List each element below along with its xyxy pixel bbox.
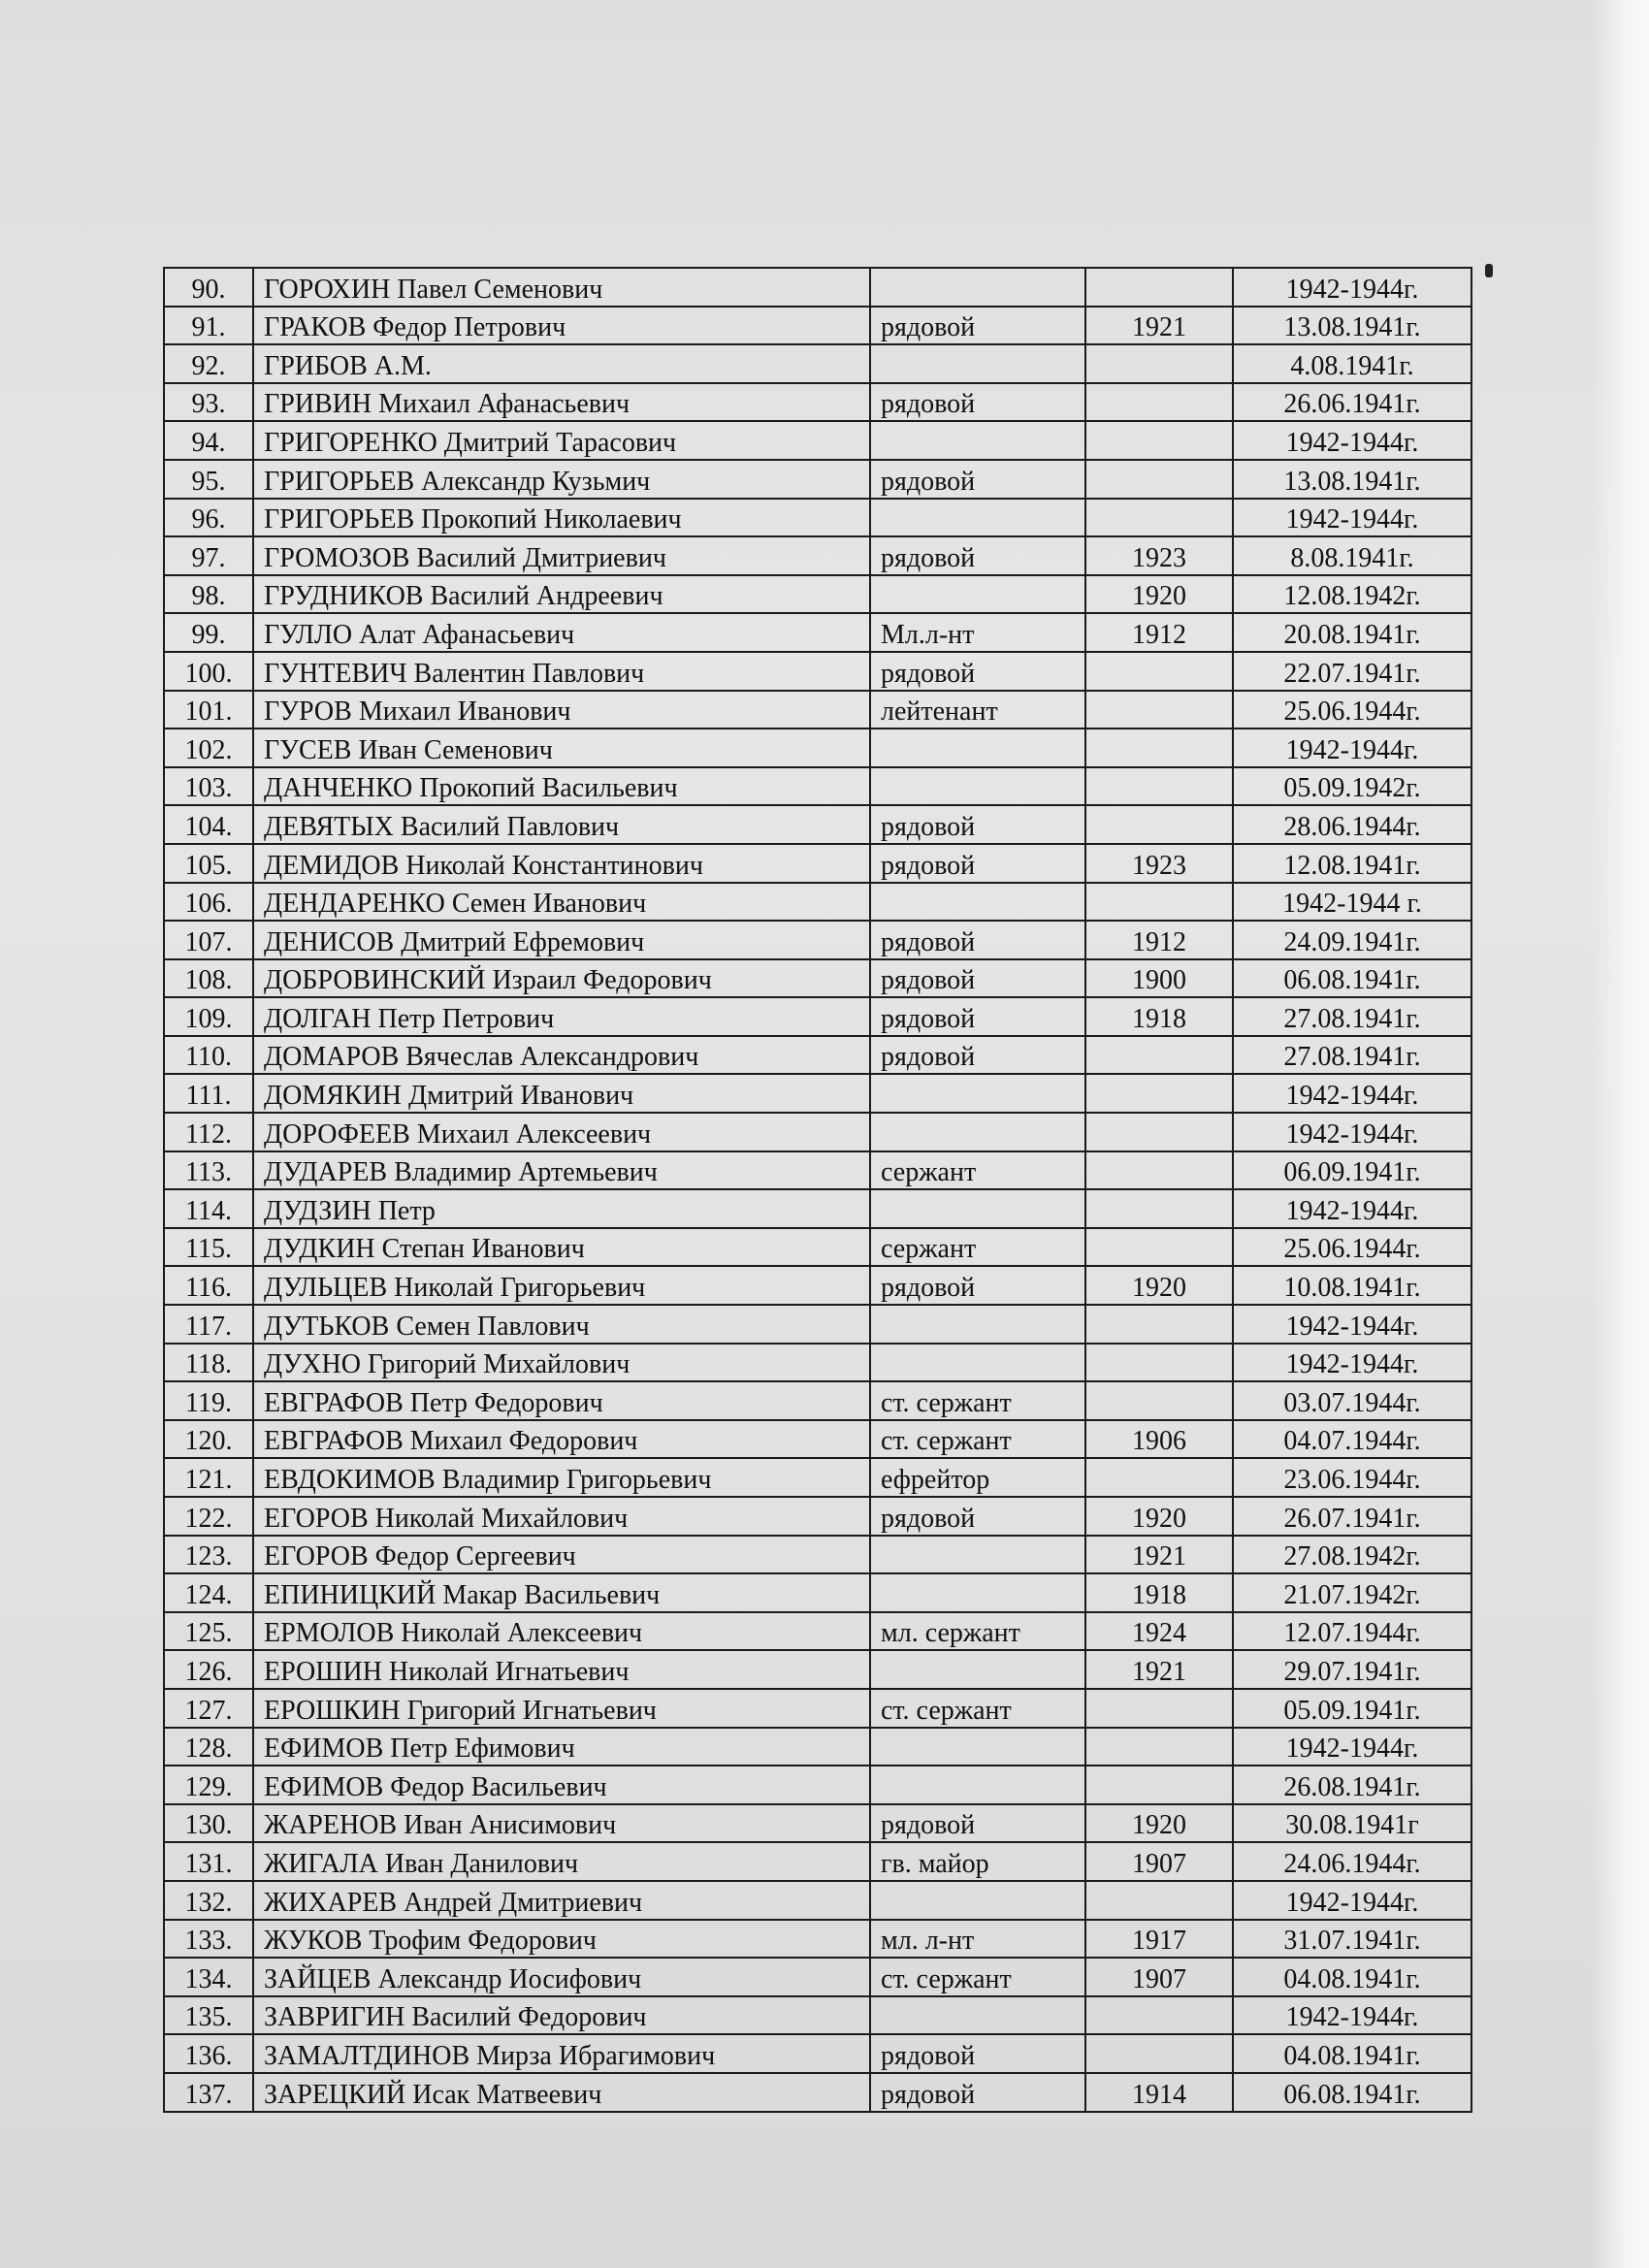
death-date-cell: 1942-1944г. — [1233, 268, 1471, 307]
birth-year-cell: 1920 — [1085, 1497, 1233, 1536]
death-date-cell: 25.06.1944г. — [1233, 1228, 1471, 1267]
row-number-cell: 92. — [164, 344, 253, 383]
military-rank-cell — [870, 1766, 1085, 1804]
military-rank-cell — [870, 499, 1085, 537]
military-rank-cell — [870, 1074, 1085, 1113]
birth-year-cell — [1085, 883, 1233, 922]
death-date-cell: 05.09.1942г. — [1233, 767, 1471, 806]
birth-year-cell — [1085, 344, 1233, 383]
row-number-cell: 100. — [164, 652, 253, 691]
table-row — [164, 613, 1471, 652]
military-rank-cell: Мл.л-нт — [870, 613, 1085, 652]
table-row — [164, 883, 1471, 922]
birth-year-cell: 1924 — [1085, 1612, 1233, 1651]
table-row — [164, 959, 1471, 998]
birth-year-cell: 1914 — [1085, 2073, 1233, 2112]
military-rank-cell — [870, 1881, 1085, 1920]
ink-speck — [1485, 264, 1493, 277]
full-name-cell: ЖИХАРЕВ Андрей Дмитриевич — [253, 1881, 870, 1920]
table-row — [164, 691, 1471, 729]
full-name-cell: ЕВГРАФОВ Михаил Федорович — [253, 1420, 870, 1459]
death-date-cell: 8.08.1941г. — [1233, 536, 1471, 575]
death-date-cell: 1942-1944г. — [1233, 1344, 1471, 1382]
table-row — [164, 729, 1471, 767]
memorial-register-table — [163, 267, 1472, 2113]
death-date-cell: 1942-1944г. — [1233, 729, 1471, 767]
table-row — [164, 421, 1471, 460]
military-rank-cell: сержант — [870, 1228, 1085, 1267]
row-number-cell: 131. — [164, 1842, 253, 1881]
full-name-cell: ЕРОШИН Николай Игнатьевич — [253, 1650, 870, 1689]
birth-year-cell — [1085, 1766, 1233, 1804]
row-number-cell: 116. — [164, 1266, 253, 1305]
row-number-cell: 129. — [164, 1766, 253, 1804]
table-row — [164, 1573, 1471, 1612]
full-name-cell: ДОЛГАН Петр Петрович — [253, 997, 870, 1036]
full-name-cell: ДЕНИСОВ Дмитрий Ефремович — [253, 921, 870, 959]
birth-year-cell: 1923 — [1085, 536, 1233, 575]
row-number-cell: 130. — [164, 1804, 253, 1843]
military-rank-cell — [870, 421, 1085, 460]
death-date-cell: 29.07.1941г. — [1233, 1650, 1471, 1689]
row-number-cell: 94. — [164, 421, 253, 460]
table-row — [164, 1074, 1471, 1113]
military-rank-cell — [870, 344, 1085, 383]
death-date-cell: 1942-1944г. — [1233, 1881, 1471, 1920]
death-date-cell: 05.09.1941г. — [1233, 1689, 1471, 1728]
full-name-cell: ЕФИМОВ Петр Ефимович — [253, 1728, 870, 1766]
death-date-cell: 13.08.1941г. — [1233, 307, 1471, 345]
birth-year-cell: 1921 — [1085, 1650, 1233, 1689]
military-rank-cell — [870, 729, 1085, 767]
table-row — [164, 844, 1471, 883]
military-rank-cell: рядовой — [870, 383, 1085, 422]
birth-year-cell — [1085, 1381, 1233, 1420]
death-date-cell: 26.06.1941г. — [1233, 383, 1471, 422]
table-row — [164, 268, 1471, 307]
military-rank-cell — [870, 1650, 1085, 1689]
full-name-cell: ГРИБОВ А.М. — [253, 344, 870, 383]
full-name-cell: ЗАРЕЦКИЙ Исак Матвеевич — [253, 2073, 870, 2112]
row-number-cell: 133. — [164, 1920, 253, 1959]
table-row — [164, 1420, 1471, 1459]
military-rank-cell — [870, 1305, 1085, 1344]
row-number-cell: 113. — [164, 1151, 253, 1190]
table-row — [164, 1881, 1471, 1920]
death-date-cell: 04.08.1941г. — [1233, 2034, 1471, 2073]
table-row — [164, 1228, 1471, 1267]
death-date-cell: 06.09.1941г. — [1233, 1151, 1471, 1190]
row-number-cell: 126. — [164, 1650, 253, 1689]
full-name-cell: ДОМЯКИН Дмитрий Иванович — [253, 1074, 870, 1113]
row-number-cell: 136. — [164, 2034, 253, 2073]
full-name-cell: ЖАРЕНОВ Иван Анисимович — [253, 1804, 870, 1843]
birth-year-cell: 1920 — [1085, 1804, 1233, 1843]
row-number-cell: 137. — [164, 2073, 253, 2112]
birth-year-cell — [1085, 729, 1233, 767]
birth-year-cell — [1085, 460, 1233, 499]
table-row — [164, 1189, 1471, 1228]
military-rank-cell: рядовой — [870, 307, 1085, 345]
death-date-cell: 1942-1944г. — [1233, 1189, 1471, 1228]
military-rank-cell: рядовой — [870, 652, 1085, 691]
death-date-cell: 1942-1944г. — [1233, 1305, 1471, 1344]
birth-year-cell — [1085, 1113, 1233, 1151]
birth-year-cell: 1923 — [1085, 844, 1233, 883]
death-date-cell: 1942-1944г. — [1233, 1996, 1471, 2035]
death-date-cell: 26.08.1941г. — [1233, 1766, 1471, 1804]
birth-year-cell — [1085, 1074, 1233, 1113]
death-date-cell: 25.06.1944г. — [1233, 691, 1471, 729]
table-row — [164, 1766, 1471, 1804]
full-name-cell: ДАНЧЕНКО Прокопий Васильевич — [253, 767, 870, 806]
death-date-cell: 30.08.1941г — [1233, 1804, 1471, 1843]
full-name-cell: ДЕВЯТЫХ Василий Павлович — [253, 805, 870, 844]
full-name-cell: ЕГОРОВ Николай Михайлович — [253, 1497, 870, 1536]
table-row — [164, 652, 1471, 691]
table-row — [164, 1728, 1471, 1766]
military-rank-cell: рядовой — [870, 460, 1085, 499]
row-number-cell: 98. — [164, 575, 253, 614]
table-row — [164, 1842, 1471, 1881]
military-rank-cell: рядовой — [870, 805, 1085, 844]
full-name-cell: ЕРМОЛОВ Николай Алексеевич — [253, 1612, 870, 1651]
birth-year-cell: 1907 — [1085, 1842, 1233, 1881]
death-date-cell: 20.08.1941г. — [1233, 613, 1471, 652]
table-row — [164, 2034, 1471, 2073]
full-name-cell: ГРИВИН Михаил Афанасьевич — [253, 383, 870, 422]
row-number-cell: 124. — [164, 1573, 253, 1612]
row-number-cell: 104. — [164, 805, 253, 844]
table-row — [164, 921, 1471, 959]
death-date-cell: 12.08.1941г. — [1233, 844, 1471, 883]
full-name-cell: ЕФИМОВ Федор Васильевич — [253, 1766, 870, 1804]
military-rank-cell: рядовой — [870, 1804, 1085, 1843]
military-rank-cell — [870, 268, 1085, 307]
birth-year-cell: 1917 — [1085, 1920, 1233, 1959]
full-name-cell: ЖИГАЛА Иван Данилович — [253, 1842, 870, 1881]
row-number-cell: 97. — [164, 536, 253, 575]
table-row — [164, 499, 1471, 537]
full-name-cell: ГУЛЛО Алат Афанасьевич — [253, 613, 870, 652]
military-rank-cell: рядовой — [870, 959, 1085, 998]
birth-year-cell — [1085, 499, 1233, 537]
row-number-cell: 135. — [164, 1996, 253, 2035]
death-date-cell: 24.06.1944г. — [1233, 1842, 1471, 1881]
full-name-cell: ДУДКИН Степан Иванович — [253, 1228, 870, 1267]
full-name-cell: ЕГОРОВ Федор Сергеевич — [253, 1536, 870, 1574]
military-rank-cell: рядовой — [870, 997, 1085, 1036]
full-name-cell: ДОРОФЕЕВ Михаил Алексеевич — [253, 1113, 870, 1151]
table-row — [164, 767, 1471, 806]
military-rank-cell: сержант — [870, 1151, 1085, 1190]
row-number-cell: 121. — [164, 1458, 253, 1497]
birth-year-cell — [1085, 1344, 1233, 1382]
birth-year-cell — [1085, 1305, 1233, 1344]
death-date-cell: 1942-1944 г. — [1233, 883, 1471, 922]
row-number-cell: 103. — [164, 767, 253, 806]
table-row — [164, 1305, 1471, 1344]
death-date-cell: 21.07.1942г. — [1233, 1573, 1471, 1612]
full-name-cell: ДОБРОВИНСКИЙ Израил Федорович — [253, 959, 870, 998]
death-date-cell: 1942-1944г. — [1233, 421, 1471, 460]
row-number-cell: 109. — [164, 997, 253, 1036]
row-number-cell: 91. — [164, 307, 253, 345]
full-name-cell: ЖУКОВ Трофим Федорович — [253, 1920, 870, 1959]
full-name-cell: ГУНТЕВИЧ Валентин Павлович — [253, 652, 870, 691]
birth-year-cell — [1085, 421, 1233, 460]
full-name-cell: ЕВДОКИМОВ Владимир Григорьевич — [253, 1458, 870, 1497]
row-number-cell: 105. — [164, 844, 253, 883]
table-row — [164, 1958, 1471, 1996]
full-name-cell: ДЕНДАРЕНКО Семен Иванович — [253, 883, 870, 922]
row-number-cell: 119. — [164, 1381, 253, 1420]
birth-year-cell — [1085, 767, 1233, 806]
birth-year-cell — [1085, 1458, 1233, 1497]
row-number-cell: 90. — [164, 268, 253, 307]
birth-year-cell — [1085, 2034, 1233, 2073]
military-rank-cell — [870, 1573, 1085, 1612]
table-row — [164, 383, 1471, 422]
table-row — [164, 1266, 1471, 1305]
death-date-cell: 10.08.1941г. — [1233, 1266, 1471, 1305]
full-name-cell: ГУРОВ Михаил Иванович — [253, 691, 870, 729]
death-date-cell: 06.08.1941г. — [1233, 959, 1471, 998]
table-row — [164, 1996, 1471, 2035]
birth-year-cell: 1920 — [1085, 1266, 1233, 1305]
military-rank-cell: ст. сержант — [870, 1689, 1085, 1728]
death-date-cell: 28.06.1944г. — [1233, 805, 1471, 844]
full-name-cell: ДОМАРОВ Вячеслав Александрович — [253, 1036, 870, 1075]
death-date-cell: 04.07.1944г. — [1233, 1420, 1471, 1459]
table-row — [164, 575, 1471, 614]
full-name-cell: ГРОМОЗОВ Василий Дмитриевич — [253, 536, 870, 575]
military-rank-cell — [870, 767, 1085, 806]
table-row — [164, 1497, 1471, 1536]
birth-year-cell — [1085, 268, 1233, 307]
military-rank-cell — [870, 883, 1085, 922]
row-number-cell: 106. — [164, 883, 253, 922]
table-row — [164, 805, 1471, 844]
birth-year-cell — [1085, 1728, 1233, 1766]
scan-edge — [1591, 0, 1649, 2268]
military-rank-cell — [870, 1113, 1085, 1151]
table-row — [164, 1344, 1471, 1382]
birth-year-cell — [1085, 691, 1233, 729]
table-row — [164, 344, 1471, 383]
death-date-cell: 31.07.1941г. — [1233, 1920, 1471, 1959]
death-date-cell: 1942-1944г. — [1233, 1728, 1471, 1766]
military-rank-cell: рядовой — [870, 844, 1085, 883]
death-date-cell: 27.08.1941г. — [1233, 1036, 1471, 1075]
row-number-cell: 118. — [164, 1344, 253, 1382]
death-date-cell: 04.08.1941г. — [1233, 1958, 1471, 1996]
death-date-cell: 24.09.1941г. — [1233, 921, 1471, 959]
birth-year-cell: 1912 — [1085, 613, 1233, 652]
full-name-cell: ЗАМАЛТДИНОВ Мирза Ибрагимович — [253, 2034, 870, 2073]
row-number-cell: 117. — [164, 1305, 253, 1344]
full-name-cell: ЕРОШКИН Григорий Игнатьевич — [253, 1689, 870, 1728]
row-number-cell: 120. — [164, 1420, 253, 1459]
military-rank-cell: ст. сержант — [870, 1420, 1085, 1459]
birth-year-cell — [1085, 1189, 1233, 1228]
table-row — [164, 460, 1471, 499]
row-number-cell: 95. — [164, 460, 253, 499]
military-rank-cell: рядовой — [870, 921, 1085, 959]
row-number-cell: 99. — [164, 613, 253, 652]
row-number-cell: 122. — [164, 1497, 253, 1536]
military-rank-cell — [870, 1996, 1085, 2035]
register-body — [164, 268, 1471, 2112]
birth-year-cell: 1921 — [1085, 1536, 1233, 1574]
full-name-cell: ДУТЬКОВ Семен Павлович — [253, 1305, 870, 1344]
row-number-cell: 107. — [164, 921, 253, 959]
row-number-cell: 102. — [164, 729, 253, 767]
full-name-cell: ГРИГОРЬЕВ Александр Кузьмич — [253, 460, 870, 499]
military-rank-cell: рядовой — [870, 1266, 1085, 1305]
military-rank-cell: мл. л-нт — [870, 1920, 1085, 1959]
row-number-cell: 101. — [164, 691, 253, 729]
death-date-cell: 27.08.1941г. — [1233, 997, 1471, 1036]
full-name-cell: ГОРОХИН Павел Семенович — [253, 268, 870, 307]
table-row — [164, 1458, 1471, 1497]
birth-year-cell — [1085, 383, 1233, 422]
row-number-cell: 114. — [164, 1189, 253, 1228]
table-row — [164, 536, 1471, 575]
table-row — [164, 1113, 1471, 1151]
death-date-cell: 26.07.1941г. — [1233, 1497, 1471, 1536]
birth-year-cell — [1085, 652, 1233, 691]
table-row — [164, 1381, 1471, 1420]
birth-year-cell: 1900 — [1085, 959, 1233, 998]
death-date-cell: 4.08.1941г. — [1233, 344, 1471, 383]
full-name-cell: ГРИГОРЕНКО Дмитрий Тарасович — [253, 421, 870, 460]
row-number-cell: 132. — [164, 1881, 253, 1920]
row-number-cell: 96. — [164, 499, 253, 537]
row-number-cell: 112. — [164, 1113, 253, 1151]
table-row — [164, 1804, 1471, 1843]
row-number-cell: 128. — [164, 1728, 253, 1766]
death-date-cell: 1942-1944г. — [1233, 499, 1471, 537]
birth-year-cell — [1085, 1036, 1233, 1075]
full-name-cell: ГРУДНИКОВ Василий Андреевич — [253, 575, 870, 614]
row-number-cell: 115. — [164, 1228, 253, 1267]
row-number-cell: 111. — [164, 1074, 253, 1113]
row-number-cell: 93. — [164, 383, 253, 422]
military-rank-cell: ст. сержант — [870, 1958, 1085, 1996]
row-number-cell: 127. — [164, 1689, 253, 1728]
full-name-cell: ДУЛЬЦЕВ Николай Григорьевич — [253, 1266, 870, 1305]
table-row — [164, 1536, 1471, 1574]
table-row — [164, 2073, 1471, 2112]
death-date-cell: 1942-1944г. — [1233, 1074, 1471, 1113]
death-date-cell: 12.07.1944г. — [1233, 1612, 1471, 1651]
military-rank-cell — [870, 1728, 1085, 1766]
birth-year-cell: 1912 — [1085, 921, 1233, 959]
table-row — [164, 1920, 1471, 1959]
death-date-cell: 27.08.1942г. — [1233, 1536, 1471, 1574]
military-rank-cell: рядовой — [870, 1497, 1085, 1536]
military-rank-cell — [870, 1189, 1085, 1228]
military-rank-cell — [870, 1344, 1085, 1382]
birth-year-cell — [1085, 1881, 1233, 1920]
full-name-cell: ЕВГРАФОВ Петр Федорович — [253, 1381, 870, 1420]
full-name-cell: ДЕМИДОВ Николай Константинович — [253, 844, 870, 883]
death-date-cell: 12.08.1942г. — [1233, 575, 1471, 614]
full-name-cell: ЗАВРИГИН Василий Федорович — [253, 1996, 870, 2035]
military-rank-cell: мл. сержант — [870, 1612, 1085, 1651]
table-row — [164, 997, 1471, 1036]
full-name-cell: ГУСЕВ Иван Семенович — [253, 729, 870, 767]
birth-year-cell — [1085, 805, 1233, 844]
table-row — [164, 1036, 1471, 1075]
military-rank-cell: рядовой — [870, 2034, 1085, 2073]
military-rank-cell: лейтенант — [870, 691, 1085, 729]
table-row — [164, 1612, 1471, 1651]
military-rank-cell — [870, 575, 1085, 614]
military-rank-cell: ст. сержант — [870, 1381, 1085, 1420]
birth-year-cell — [1085, 1996, 1233, 2035]
death-date-cell: 23.06.1944г. — [1233, 1458, 1471, 1497]
row-number-cell: 134. — [164, 1958, 253, 1996]
birth-year-cell: 1920 — [1085, 575, 1233, 614]
row-number-cell: 125. — [164, 1612, 253, 1651]
table-row — [164, 1689, 1471, 1728]
row-number-cell: 108. — [164, 959, 253, 998]
full-name-cell: ГРИГОРЬЕВ Прокопий Николаевич — [253, 499, 870, 537]
birth-year-cell — [1085, 1228, 1233, 1267]
birth-year-cell: 1918 — [1085, 1573, 1233, 1612]
birth-year-cell: 1907 — [1085, 1958, 1233, 1996]
death-date-cell: 03.07.1944г. — [1233, 1381, 1471, 1420]
birth-year-cell: 1921 — [1085, 307, 1233, 345]
military-rank-cell: рядовой — [870, 2073, 1085, 2112]
death-date-cell: 06.08.1941г. — [1233, 2073, 1471, 2112]
military-rank-cell — [870, 1536, 1085, 1574]
military-rank-cell: рядовой — [870, 1036, 1085, 1075]
row-number-cell: 110. — [164, 1036, 253, 1075]
full-name-cell: ДУДАРЕВ Владимир Артемьевич — [253, 1151, 870, 1190]
row-number-cell: 123. — [164, 1536, 253, 1574]
birth-year-cell — [1085, 1689, 1233, 1728]
table-row — [164, 1151, 1471, 1190]
full-name-cell: ЗАЙЦЕВ Александр Иосифович — [253, 1958, 870, 1996]
full-name-cell: ДУДЗИН Петр — [253, 1189, 870, 1228]
birth-year-cell: 1906 — [1085, 1420, 1233, 1459]
table-row — [164, 1650, 1471, 1689]
death-date-cell: 13.08.1941г. — [1233, 460, 1471, 499]
military-rank-cell: рядовой — [870, 536, 1085, 575]
death-date-cell: 22.07.1941г. — [1233, 652, 1471, 691]
military-rank-cell: гв. майор — [870, 1842, 1085, 1881]
full-name-cell: ДУХНО Григорий Михайлович — [253, 1344, 870, 1382]
death-date-cell: 1942-1944г. — [1233, 1113, 1471, 1151]
full-name-cell: ГРАКОВ Федор Петрович — [253, 307, 870, 345]
birth-year-cell — [1085, 1151, 1233, 1190]
full-name-cell: ЕПИНИЦКИЙ Макар Васильевич — [253, 1573, 870, 1612]
military-rank-cell: ефрейтор — [870, 1458, 1085, 1497]
table-row — [164, 307, 1471, 345]
birth-year-cell: 1918 — [1085, 997, 1233, 1036]
